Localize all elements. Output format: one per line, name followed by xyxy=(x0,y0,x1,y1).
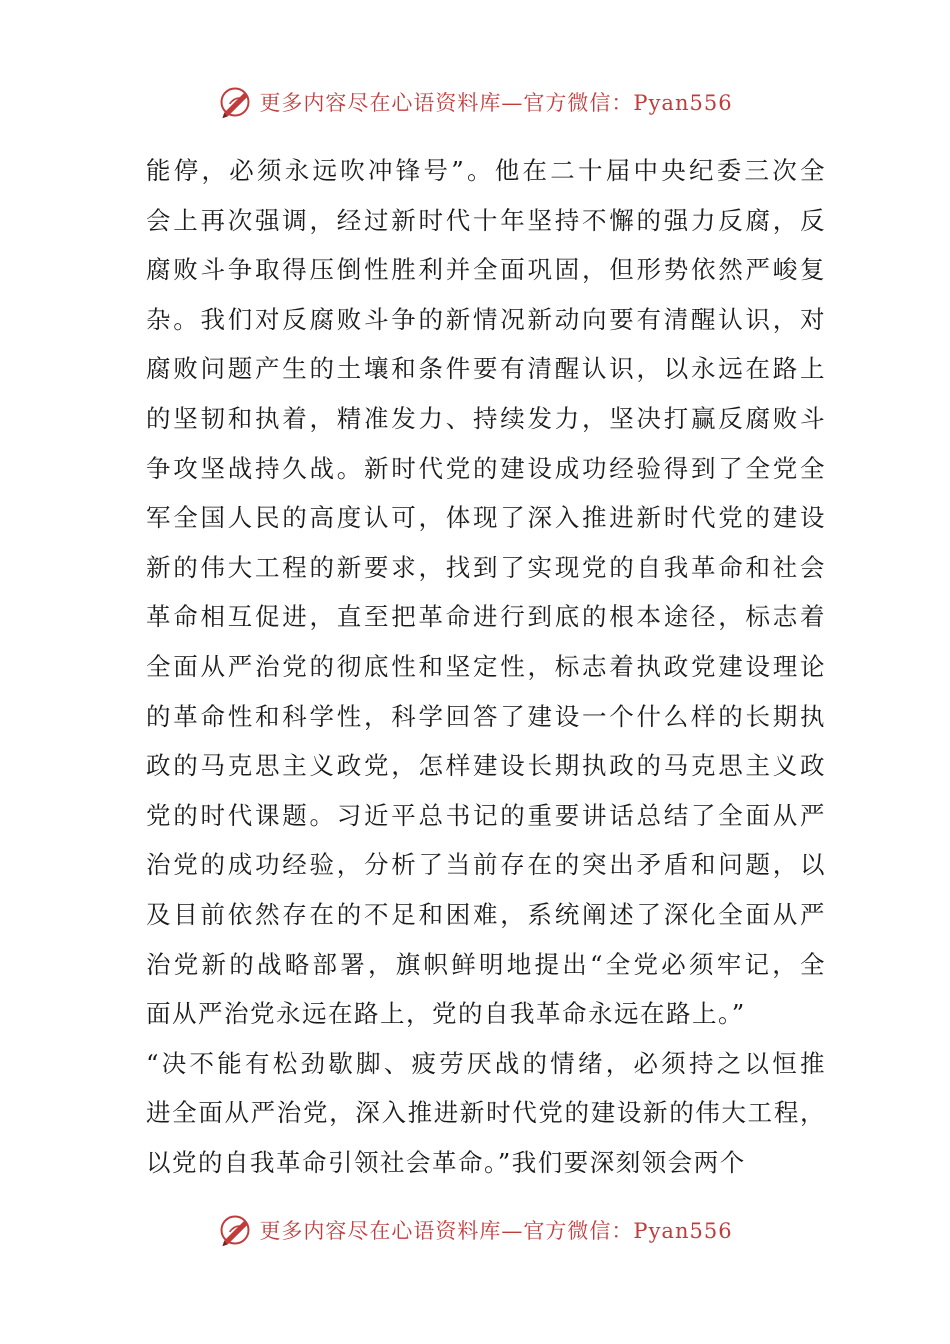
document-body xyxy=(146,146,826,1187)
text-line: 军全国人民的高度认可，体现了深入推进新时代党的建设 xyxy=(146,503,826,533)
text-line: 的革命性和科学性，科学回答了建设一个什么样的长期执 xyxy=(146,701,826,731)
text-line: 杂。我们对反腐败斗争的新情况新动向要有清醒认识，对 xyxy=(146,304,826,334)
text-line: 全面从严治党的彻底性和坚定性，标志着执政党建设理论 xyxy=(146,651,826,681)
text-line: 会上再次强调，经过新时代十年坚持不懈的强力反腐，反 xyxy=(146,205,826,235)
text-line: 腐败斗争取得压倒性胜利并全面巩固，但形势依然严峻复 xyxy=(146,255,826,285)
text-line: 进全面从严治党，深入推进新时代党的建设新的伟大工程， xyxy=(146,1098,826,1128)
text-line: 能停，必须永远吹冲锋号”。他在二十届中央纪委三次全 xyxy=(146,156,826,185)
text-line: 治党新的战略部署，旗帜鲜明地提出“全党必须牢记，全 xyxy=(146,949,826,979)
pen-logo-icon xyxy=(217,1212,253,1248)
text-line: 及目前依然存在的不足和困难，系统阐述了深化全面从严 xyxy=(146,899,826,929)
text-line: 争攻坚战持久战。新时代党的建设成功经验得到了全党全 xyxy=(146,453,826,483)
text-line: 治党的成功经验，分析了当前存在的突出矛盾和问题，以 xyxy=(146,850,826,880)
text-line: 政的马克思主义政党，怎样建设长期执政的马克思主义政 xyxy=(146,751,826,781)
text-line: 党的时代课题。习近平总书记的重要讲话总结了全面从严 xyxy=(146,800,826,830)
text-line: 革命相互促进，直至把革命进行到底的根本途径，标志着 xyxy=(146,602,826,632)
footer-banner xyxy=(0,1210,950,1250)
text-line: “决不能有松劲歇脚、疲劳厌战的情绪，必须持之以恒推 xyxy=(146,1048,826,1078)
pen-logo-icon xyxy=(217,84,253,120)
text-line: 以党的自我革命引领社会革命。”我们要深刻领会两个 xyxy=(146,1147,746,1177)
text-line: 面从严治党永远在路上，党的自我革命永远在路上。” xyxy=(146,999,746,1029)
footer-banner-text: 更多内容尽在心语资料库—官方微信：Pyan556 xyxy=(259,1219,733,1243)
header-banner xyxy=(0,82,950,122)
header-banner-text: 更多内容尽在心语资料库—官方微信：Pyan556 xyxy=(259,91,733,115)
text-line: 腐败问题产生的土壤和条件要有清醒认识，以永远在路上 xyxy=(146,354,826,384)
text-line: 的坚韧和执着，精准发力、持续发力，坚决打赢反腐败斗 xyxy=(146,403,826,433)
text-line: 新的伟大工程的新要求，找到了实现党的自我革命和社会 xyxy=(146,552,826,582)
